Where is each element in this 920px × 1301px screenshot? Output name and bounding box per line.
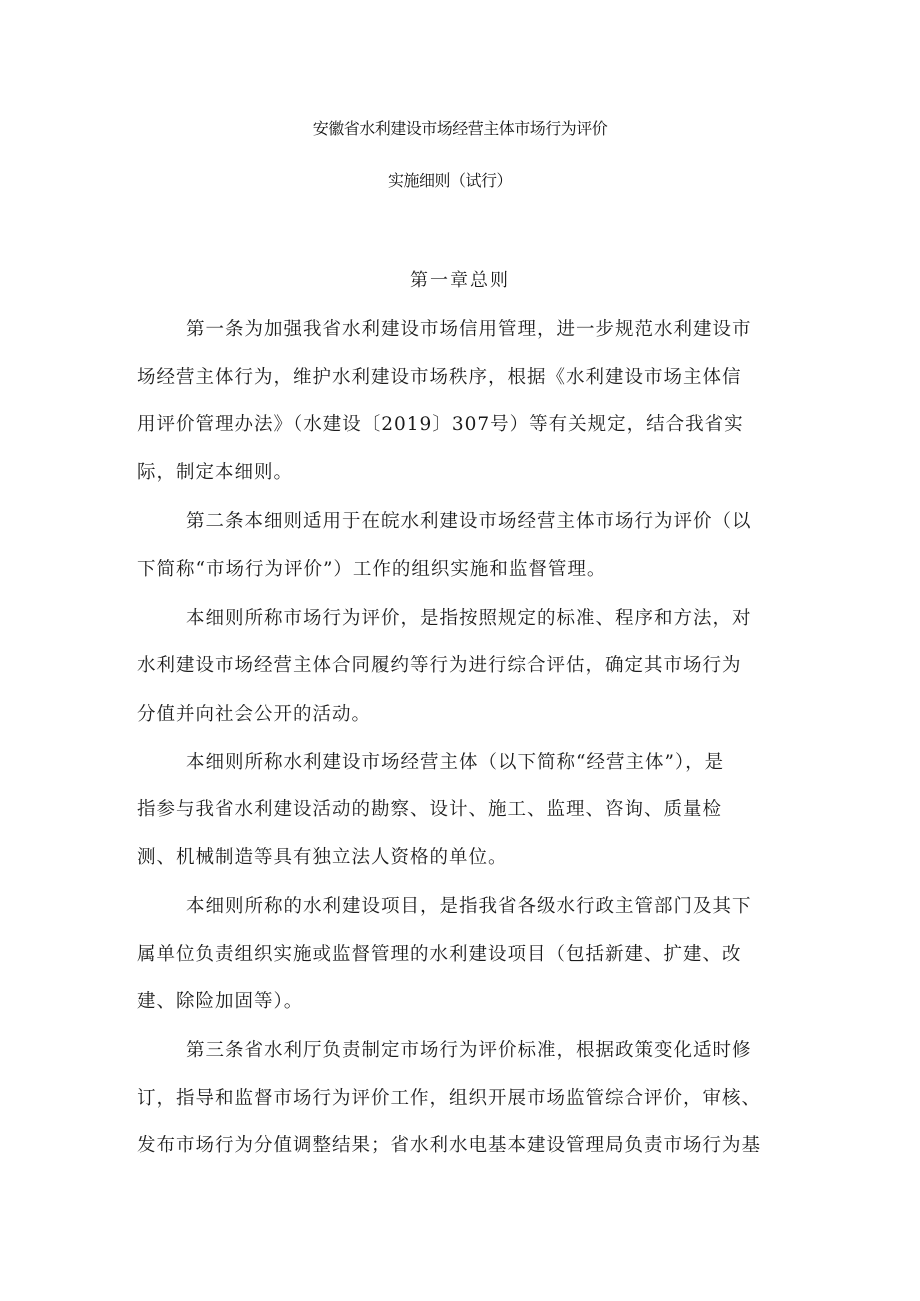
chapter-heading: 第一章总则 [410, 270, 510, 291]
paragraph-line: 测、机械制造等具有独立法人资格的单位。 [137, 847, 508, 868]
paragraph-line: 用评价管理办法》（水建设〔2019〕307号）等有关规定，结合我省实 [137, 414, 744, 435]
paragraph-line: 下简称“市场行为评价”）工作的组织实施和监督管理。 [137, 559, 607, 580]
paragraph-line: 本细则所称市场行为评价，是指按照规定的标准、程序和方法，对 [186, 608, 752, 629]
paragraph-line: 第二条本细则适用于在皖水利建设市场经营主体市场行为评价（以 [186, 511, 752, 532]
paragraph-line: 分值并向社会公开的活动。 [137, 704, 372, 725]
paragraph-line: 订，指导和监督市场行为评价工作，组织开展市场监管综合评价，审核、 [137, 1088, 762, 1109]
paragraph-line: 建、除险加固等）。 [137, 991, 304, 1012]
paragraph-line: 指参与我省水利建设活动的勘察、设计、施工、监理、咨询、质量检 [137, 799, 723, 820]
paragraph-line: 第三条省水利厅负责制定市场行为评价标准，根据政策变化适时修 [186, 1040, 752, 1061]
paragraph-line: 本细则所称水利建设市场经营主体（以下简称“经营主体”），是 [186, 752, 725, 773]
paragraph-line: 际，制定本细则。 [137, 462, 294, 483]
paragraph-line: 发布市场行为分值调整结果；省水利水电基本建设管理局负责市场行为基 [137, 1135, 762, 1156]
paragraph-line: 属单位负责组织实施或监督管理的水利建设项目（包括新建、扩建、改 [137, 944, 742, 965]
document-title-line-2: 实施细则（试行） [387, 171, 512, 190]
paragraph-line: 场经营主体行为，维护水利建设市场秩序，根据《水利建设市场主体信 [137, 367, 742, 388]
paragraph-line: 本细则所称的水利建设项目，是指我省各级水行政主管部门及其下 [186, 896, 752, 917]
document-title-line-1: 安徽省水利建设市场经营主体市场行为评价 [312, 119, 608, 138]
paragraph-line: 水利建设市场经营主体合同履约等行为进行综合评估，确定其市场行为 [137, 655, 742, 676]
paragraph-line: 第一条为加强我省水利建设市场信用管理，进一步规范水利建设市 [186, 319, 752, 340]
